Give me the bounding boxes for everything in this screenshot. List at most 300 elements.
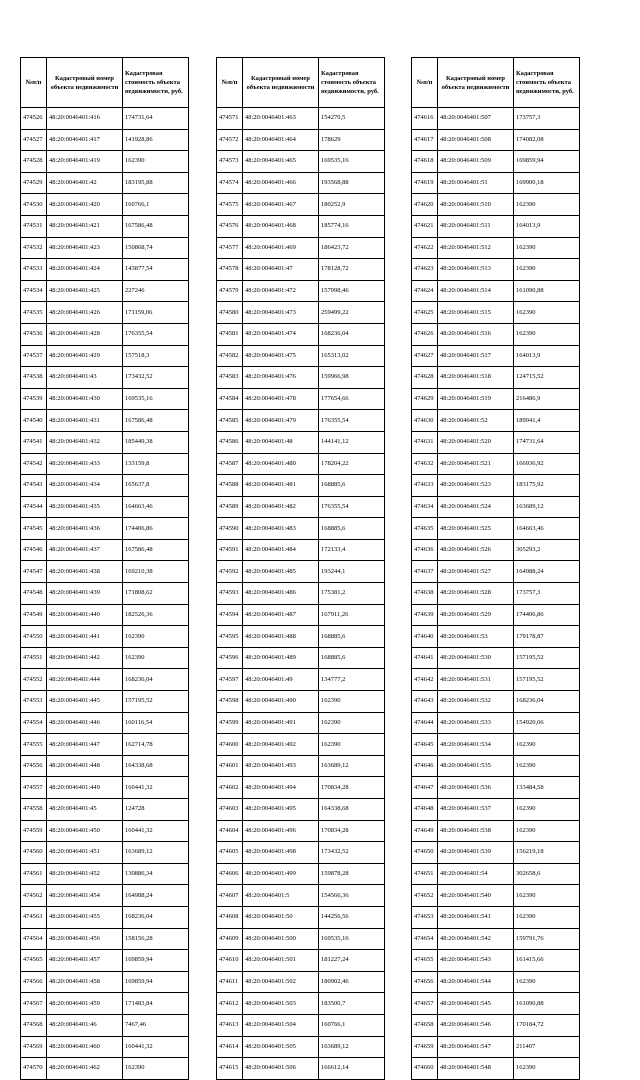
cadastral-number-cell: 48:20:0046401:421 [47,215,123,237]
cadastral-value-cell: 164013,9 [514,215,580,237]
table-row [21,755,189,777]
cadastral-number-cell: 48:20:0046401:445 [47,691,123,713]
cadastral-number-cell: 48:20:0046401:506 [243,1058,319,1080]
row-number-cell: 474625 [412,302,438,324]
cadastral-value-cell: 182526,36 [123,604,189,626]
table-row [21,518,189,540]
registry-table-1 [20,57,189,1080]
row-number-cell: 474552 [21,669,47,691]
row-number-cell: 474528 [21,151,47,173]
table-row [21,950,189,972]
cadastral-value-cell: 162390 [123,151,189,173]
cadastral-number-cell: 48:20:0046401:511 [438,215,514,237]
table-row [217,971,385,993]
cadastral-value-cell: 167586,48 [123,215,189,237]
row-number-cell: 474644 [412,712,438,734]
cadastral-number-cell: 48:20:0046401:485 [243,561,319,583]
table-row [217,172,385,194]
cadastral-value-cell: 171808,62 [123,583,189,605]
cadastral-number-cell: 48:20:0046401:500 [243,928,319,950]
table-row [21,496,189,518]
row-number-cell: 474566 [21,971,47,993]
cadastral-number-cell: 48:20:0046401:5 [243,885,319,907]
cadastral-number-cell: 48:20:0046401:460 [47,1036,123,1058]
cadastral-value-cell: 172133,4 [319,539,385,561]
cadastral-number-cell: 48:20:0046401:498 [243,842,319,864]
table-row [217,712,385,734]
cadastral-number-cell: 48:20:0046401:542 [438,928,514,950]
cadastral-value-cell: 168885,6 [319,475,385,497]
cadastral-number-cell: 48:20:0046401:474 [243,323,319,345]
table-row [217,669,385,691]
table-row [21,345,189,367]
cadastral-number-cell: 48:20:0046401:476 [243,367,319,389]
row-number-cell: 474608 [217,906,243,928]
row-number-cell: 474622 [412,237,438,259]
cadastral-value-cell: 169535,16 [319,151,385,173]
cadastral-number-cell: 48:20:0046401:539 [438,842,514,864]
cadastral-number-cell: 48:20:0046401:523 [438,475,514,497]
cadastral-number-cell: 48:20:0046401:514 [438,280,514,302]
cadastral-value-cell: 176355,54 [123,323,189,345]
row-number-cell: 474655 [412,950,438,972]
cadastral-value-cell: 181227,24 [319,950,385,972]
cadastral-number-cell: 48:20:0046401:42 [47,172,123,194]
row-number-cell: 474614 [217,1036,243,1058]
row-number-cell: 474628 [412,367,438,389]
cadastral-value-cell: 160116,54 [123,712,189,734]
cadastral-number-cell: 48:20:0046401:437 [47,539,123,561]
table-row [412,1036,580,1058]
table-row [21,280,189,302]
table-row [217,820,385,842]
header-cadastral-number: Кадастровый номер объекта недвижимости [47,58,123,108]
cadastral-value-cell: 144141,12 [319,431,385,453]
row-number-cell: 474541 [21,431,47,453]
table-row [21,820,189,842]
table-row [412,410,580,432]
row-number-cell: 474612 [217,993,243,1015]
cadastral-number-cell: 48:20:0046401:544 [438,971,514,993]
table-row [21,928,189,950]
cadastral-number-cell: 48:20:0046401:533 [438,712,514,734]
cadastral-value-cell: 167586,48 [123,410,189,432]
cadastral-number-cell: 48:20:0046401:442 [47,647,123,669]
cadastral-number-cell: 48:20:0046401:524 [438,496,514,518]
table-row [412,496,580,518]
row-number-cell: 474575 [217,194,243,216]
cadastral-value-cell: 163689,12 [514,496,580,518]
row-number-cell: 474535 [21,302,47,324]
table-row [21,906,189,928]
row-number-cell: 474598 [217,691,243,713]
table-row [412,539,580,561]
cadastral-value-cell: 305293,2 [514,539,580,561]
cadastral-number-cell: 48:20:0046401:521 [438,453,514,475]
cadastral-number-cell: 48:20:0046401:465 [243,151,319,173]
row-number-cell: 474553 [21,691,47,713]
row-number-cell: 474542 [21,453,47,475]
row-number-cell: 474616 [412,108,438,130]
row-number-cell: 474529 [21,172,47,194]
row-number-cell: 474544 [21,496,47,518]
table-header-row [217,58,385,108]
table-row [217,129,385,151]
cadastral-number-cell: 48:20:0046401:535 [438,755,514,777]
table-row [217,323,385,345]
table-row [21,388,189,410]
table-row [217,993,385,1015]
row-number-cell: 474606 [217,863,243,885]
cadastral-number-cell: 48:20:0046401:52 [438,410,514,432]
table-row [412,734,580,756]
row-number-cell: 474643 [412,691,438,713]
cadastral-value-cell: 178629 [319,129,385,151]
table-row [217,539,385,561]
row-number-cell: 474537 [21,345,47,367]
row-number-cell: 474589 [217,496,243,518]
cadastral-value-cell: 162390 [514,259,580,281]
cadastral-number-cell: 48:20:0046401:516 [438,323,514,345]
cadastral-value-cell: 180252,9 [319,194,385,216]
cadastral-value-cell: 211407 [514,1036,580,1058]
cadastral-value-cell: 176355,54 [319,410,385,432]
row-number-cell: 474564 [21,928,47,950]
cadastral-number-cell: 48:20:0046401:541 [438,906,514,928]
header-cadastral-value: Кадастровая стоимость объекта недвижимости, руб. [514,58,580,108]
row-number-cell: 474532 [21,237,47,259]
cadastral-value-cell: 164013,9 [514,345,580,367]
cadastral-number-cell: 48:20:0046401:431 [47,410,123,432]
row-number-cell: 474641 [412,647,438,669]
table-row [21,993,189,1015]
cadastral-value-cell: 174731,64 [123,108,189,130]
cadastral-number-cell: 48:20:0046401:432 [47,431,123,453]
table-row [21,691,189,713]
row-number-cell: 474563 [21,906,47,928]
cadastral-number-cell: 48:20:0046401:436 [47,518,123,540]
table-row [21,777,189,799]
row-number-cell: 474654 [412,928,438,950]
cadastral-number-cell: 48:20:0046401:441 [47,626,123,648]
cadastral-value-cell: 160441,32 [123,820,189,842]
header-cadastral-number: Кадастровый номер объекта недвижимости [438,58,514,108]
row-number-cell: 474571 [217,108,243,130]
cadastral-number-cell: 48:20:0046401:417 [47,129,123,151]
cadastral-number-cell: 48:20:0046401:468 [243,215,319,237]
table-row [217,885,385,907]
table-row [217,215,385,237]
cadastral-number-cell: 48:20:0046401:49 [243,669,319,691]
table-row [412,237,580,259]
cadastral-number-cell: 48:20:0046401:51 [438,172,514,194]
cadastral-number-cell: 48:20:0046401:530 [438,647,514,669]
table-row [412,583,580,605]
row-number-cell: 474585 [217,410,243,432]
table-row [412,842,580,864]
table-row [21,583,189,605]
cadastral-value-cell: 169535,16 [319,928,385,950]
row-number-cell: 474626 [412,323,438,345]
cadastral-number-cell: 48:20:0046401:493 [243,755,319,777]
row-number-cell: 474656 [412,971,438,993]
cadastral-value-cell: 7467,46 [123,1014,189,1036]
cadastral-number-cell: 48:20:0046401:439 [47,583,123,605]
cadastral-number-cell: 48:20:0046401:452 [47,863,123,885]
cadastral-number-cell: 48:20:0046401:545 [438,993,514,1015]
cadastral-value-cell: 164338,68 [123,755,189,777]
cadastral-value-cell: 164338,68 [319,799,385,821]
row-number-cell: 474596 [217,647,243,669]
table-row [21,108,189,130]
header-cadastral-value: Кадастровая стоимость объекта недвижимости, руб. [123,58,189,108]
cadastral-value-cell: 163689,12 [123,842,189,864]
row-number-cell: 474534 [21,280,47,302]
table-row [412,215,580,237]
table-row [217,388,385,410]
row-number-cell: 474536 [21,323,47,345]
cadastral-number-cell: 48:20:0046401:486 [243,583,319,605]
row-number-cell: 474632 [412,453,438,475]
row-number-cell: 474647 [412,777,438,799]
table-row [412,993,580,1015]
row-number-cell: 474550 [21,626,47,648]
table-row [21,1058,189,1080]
row-number-cell: 474617 [412,129,438,151]
table-row [412,906,580,928]
cadastral-value-cell: 173432,52 [319,842,385,864]
cadastral-value-cell: 130886,34 [123,863,189,885]
row-number-cell: 474645 [412,734,438,756]
row-number-cell: 474659 [412,1036,438,1058]
row-number-cell: 474603 [217,799,243,821]
cadastral-number-cell: 48:20:0046401:433 [47,453,123,475]
header-number: №п/п [217,58,243,108]
row-number-cell: 474527 [21,129,47,151]
cadastral-number-cell: 48:20:0046401:536 [438,777,514,799]
cadastral-number-cell: 48:20:0046401:507 [438,108,514,130]
cadastral-number-cell: 48:20:0046401:543 [438,950,514,972]
row-number-cell: 474648 [412,799,438,821]
cadastral-number-cell: 48:20:0046401:532 [438,691,514,713]
table-row [21,453,189,475]
cadastral-value-cell: 162390 [514,820,580,842]
table-row [217,647,385,669]
cadastral-value-cell: 173757,3 [514,108,580,130]
row-number-cell: 474634 [412,496,438,518]
table-row [217,863,385,885]
cadastral-value-cell: 178204,22 [319,453,385,475]
table-row [217,626,385,648]
table-row [217,518,385,540]
cadastral-value-cell: 162390 [319,691,385,713]
cadastral-number-cell: 48:20:0046401:488 [243,626,319,648]
table-row [21,410,189,432]
cadastral-number-cell: 48:20:0046401:503 [243,993,319,1015]
cadastral-value-cell: 165637,8 [123,475,189,497]
header-cadastral-number: Кадастровый номер объекта недвижимости [243,58,319,108]
cadastral-number-cell: 48:20:0046401:487 [243,604,319,626]
table-row [21,367,189,389]
row-number-cell: 474531 [21,215,47,237]
cadastral-value-cell: 193244,1 [319,561,385,583]
cadastral-value-cell: 183175,92 [514,475,580,497]
table-row [217,842,385,864]
row-number-cell: 474556 [21,755,47,777]
row-number-cell: 474574 [217,172,243,194]
table-row [412,950,580,972]
row-number-cell: 474530 [21,194,47,216]
cadastral-number-cell: 48:20:0046401:428 [47,323,123,345]
table-row [412,971,580,993]
table-header-row [21,58,189,108]
table-row [21,323,189,345]
cadastral-value-cell: 170834,28 [319,820,385,842]
cadastral-number-cell: 48:20:0046401:520 [438,431,514,453]
row-number-cell: 474584 [217,388,243,410]
row-number-cell: 474595 [217,626,243,648]
cadastral-number-cell: 48:20:0046401:455 [47,906,123,928]
table-row [21,1036,189,1058]
table-row [412,129,580,151]
row-number-cell: 474569 [21,1036,47,1058]
cadastral-number-cell: 48:20:0046401:46 [47,1014,123,1036]
row-number-cell: 474577 [217,237,243,259]
cadastral-number-cell: 48:20:0046401:548 [438,1058,514,1080]
table-row [21,302,189,324]
cadastral-value-cell: 160441,32 [123,777,189,799]
registry-table-3 [411,57,580,1080]
cadastral-number-cell: 48:20:0046401:446 [47,712,123,734]
table-row [217,1014,385,1036]
row-number-cell: 474594 [217,604,243,626]
cadastral-value-cell: 216486,9 [514,388,580,410]
cadastral-value-cell: 169210,38 [123,561,189,583]
row-number-cell: 474621 [412,215,438,237]
cadastral-number-cell: 48:20:0046401:481 [243,475,319,497]
cadastral-value-cell: 183195,88 [123,172,189,194]
row-number-cell: 474646 [412,755,438,777]
cadastral-value-cell: 193568,88 [319,172,385,194]
cadastral-value-cell: 154920,06 [514,712,580,734]
row-number-cell: 474551 [21,647,47,669]
cadastral-number-cell: 48:20:0046401:491 [243,712,319,734]
row-number-cell: 474652 [412,885,438,907]
cadastral-value-cell: 150868,74 [123,237,189,259]
cadastral-value-cell: 124715,52 [514,367,580,389]
cadastral-number-cell: 48:20:0046401:430 [47,388,123,410]
cadastral-value-cell: 162390 [514,971,580,993]
cadastral-number-cell: 48:20:0046401:484 [243,539,319,561]
table-row [412,194,580,216]
cadastral-number-cell: 48:20:0046401:450 [47,820,123,842]
table-row [412,388,580,410]
table-row [21,799,189,821]
cadastral-number-cell: 48:20:0046401:463 [243,108,319,130]
cadastral-value-cell: 168236,04 [123,906,189,928]
cadastral-value-cell: 162390 [514,1058,580,1080]
cadastral-number-cell: 48:20:0046401:467 [243,194,319,216]
cadastral-value-cell: 174406,86 [123,518,189,540]
row-number-cell: 474547 [21,561,47,583]
row-number-cell: 474640 [412,626,438,648]
cadastral-value-cell: 158156,28 [123,928,189,950]
table-row [21,539,189,561]
row-number-cell: 474587 [217,453,243,475]
cadastral-number-cell: 48:20:0046401:478 [243,388,319,410]
cadastral-value-cell: 180902,46 [319,971,385,993]
table-row [217,237,385,259]
row-number-cell: 474618 [412,151,438,173]
row-number-cell: 474635 [412,518,438,540]
table-row [412,323,580,345]
cadastral-value-cell: 164988,24 [123,885,189,907]
row-number-cell: 474565 [21,950,47,972]
table-row [217,799,385,821]
cadastral-value-cell: 185774,16 [319,215,385,237]
cadastral-value-cell: 143877,54 [123,259,189,281]
row-number-cell: 474602 [217,777,243,799]
cadastral-value-cell: 169859,94 [123,971,189,993]
header-number: №п/п [21,58,47,108]
row-number-cell: 474562 [21,885,47,907]
cadastral-number-cell: 48:20:0046401:449 [47,777,123,799]
cadastral-number-cell: 48:20:0046401:489 [243,647,319,669]
cadastral-number-cell: 48:20:0046401:48 [243,431,319,453]
table-row [217,950,385,972]
row-number-cell: 474620 [412,194,438,216]
row-number-cell: 474630 [412,410,438,432]
cadastral-value-cell: 171483,84 [123,993,189,1015]
cadastral-number-cell: 48:20:0046401:501 [243,950,319,972]
table-row [217,431,385,453]
cadastral-number-cell: 48:20:0046401:53 [438,626,514,648]
header-cadastral-value: Кадастровая стоимость объекта недвижимости, руб. [319,58,385,108]
table-row [21,885,189,907]
cadastral-value-cell: 259499,22 [319,302,385,324]
cadastral-value-cell: 162390 [514,755,580,777]
cadastral-value-cell: 162390 [514,734,580,756]
table-row [412,280,580,302]
cadastral-number-cell: 48:20:0046401:457 [47,950,123,972]
row-number-cell: 474572 [217,129,243,151]
cadastral-value-cell: 157998,46 [319,280,385,302]
cadastral-value-cell: 189941,4 [514,410,580,432]
cadastral-value-cell: 174406,86 [514,604,580,626]
cadastral-number-cell: 48:20:0046401:494 [243,777,319,799]
cadastral-number-cell: 48:20:0046401:513 [438,259,514,281]
cadastral-number-cell: 48:20:0046401:454 [47,885,123,907]
row-number-cell: 474633 [412,475,438,497]
table-row [21,1014,189,1036]
cadastral-number-cell: 48:20:0046401:472 [243,280,319,302]
row-number-cell: 474638 [412,583,438,605]
cadastral-value-cell: 185449,38 [123,431,189,453]
table-row [21,734,189,756]
cadastral-number-cell: 48:20:0046401:505 [243,1036,319,1058]
cadastral-number-cell: 48:20:0046401:529 [438,604,514,626]
table-row [21,151,189,173]
cadastral-value-cell: 162390 [514,323,580,345]
cadastral-value-cell: 162390 [514,906,580,928]
cadastral-value-cell: 133159,8 [123,453,189,475]
cadastral-number-cell: 48:20:0046401:419 [47,151,123,173]
table-row [412,302,580,324]
cadastral-number-cell: 48:20:0046401:546 [438,1014,514,1036]
table-row [21,431,189,453]
table-row [21,604,189,626]
cadastral-number-cell: 48:20:0046401:527 [438,561,514,583]
